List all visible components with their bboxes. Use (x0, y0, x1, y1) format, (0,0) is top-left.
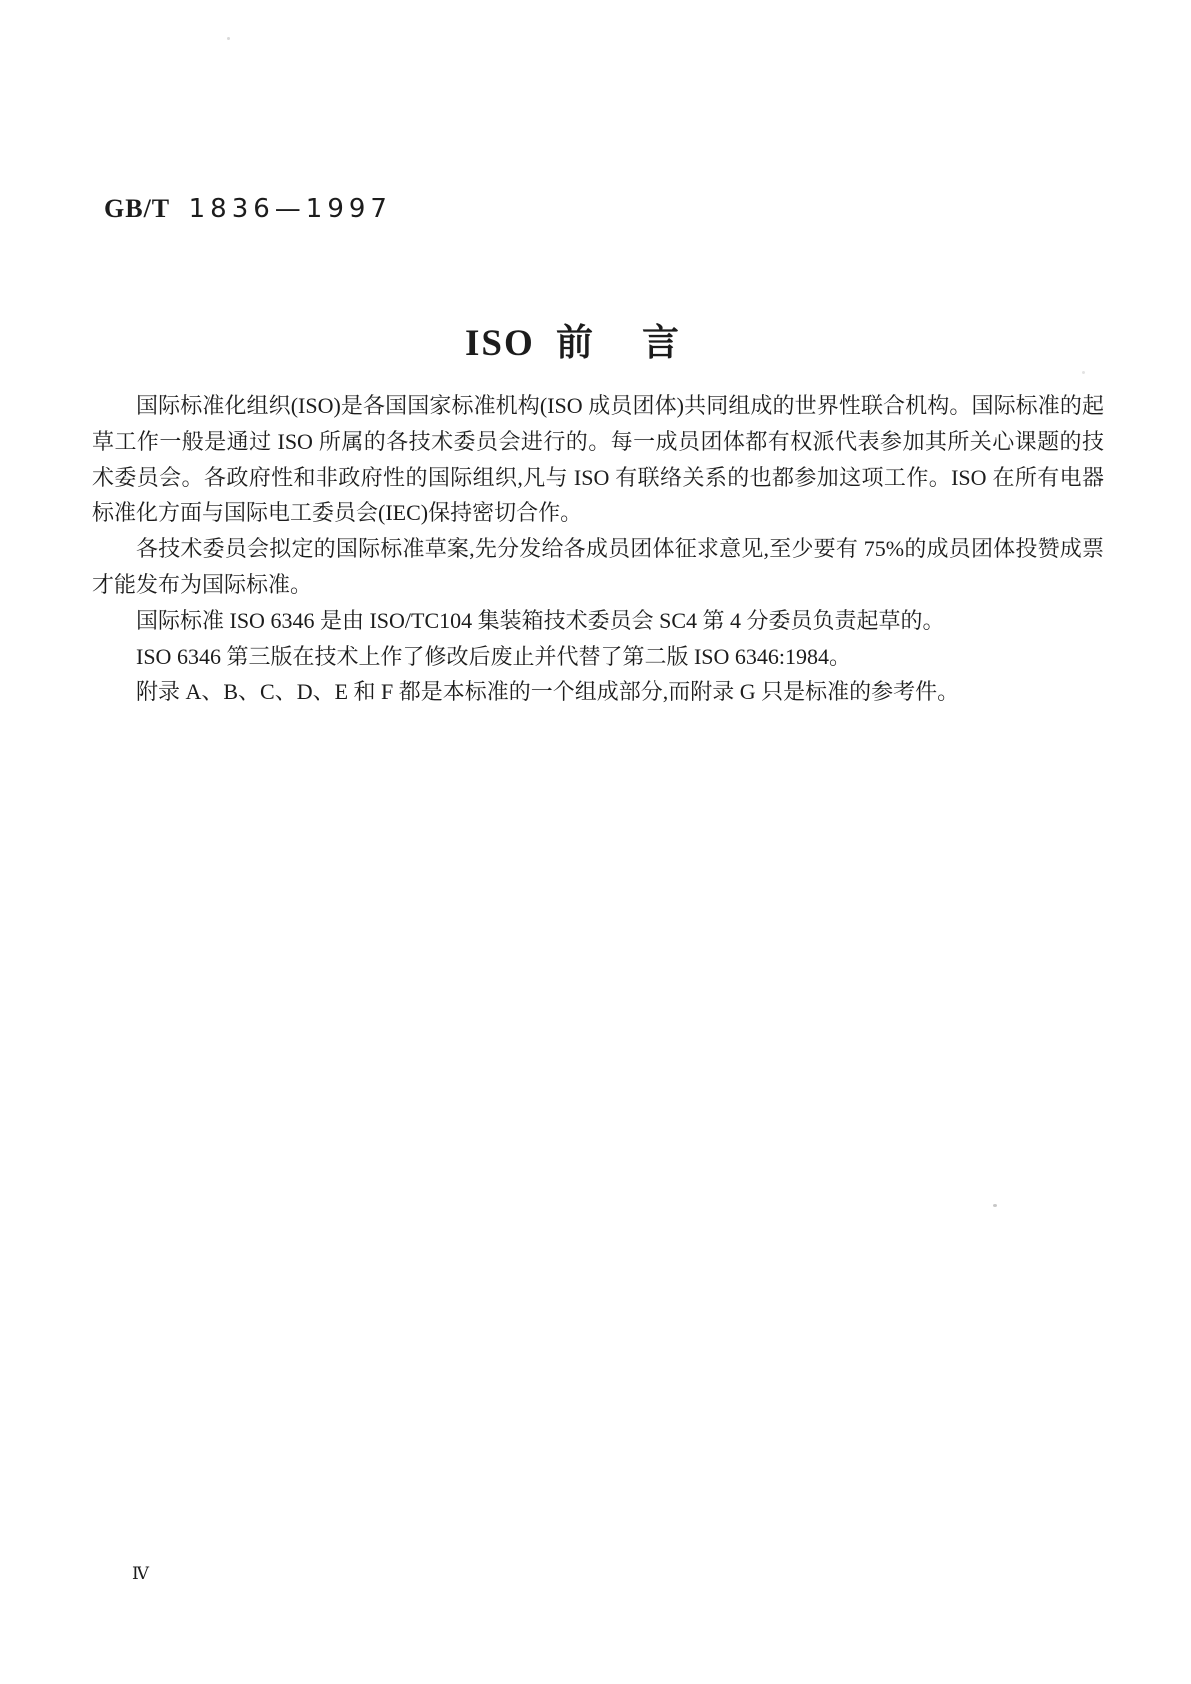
foreword-paragraph-1: 国际标准化组织(ISO)是各国国家标准机构(ISO 成员团体)共同组成的世界性联合机构。国际标准的起草工作一般是通过 ISO 所属的各技术委员会进行的。每一成员团体都有权派代表参加其所关心课题的技术委员会。各政府性和非政府性的国际组织,凡与 ISO 有联络关系的也都参加这项工作。ISO 在所有电器标准化方面与国际电工委员会(IEC)保持密切合作。 (92, 393, 1104, 526)
page-title-iso: ISO (464, 323, 535, 364)
foreword-content (92, 388, 1104, 710)
page-title (0, 312, 1150, 366)
foreword-paragraph-5: 附录 A、B、C、D、E 和 F 都是本标准的一个组成部分,而附录 G 只是标准的参考件。 (136, 679, 960, 705)
scan-speck (227, 37, 230, 40)
page-number: Ⅳ (132, 1564, 149, 1583)
standard-code-prefix: GB/T (104, 194, 171, 223)
standard-code (104, 194, 392, 224)
foreword-paragraph-4: ISO 6346 第三版在技术上作了修改后废止并代替了第二版 ISO 6346:1984。 (136, 643, 852, 669)
foreword-paragraph-3: 国际标准 ISO 6346 是由 ISO/TC104 集装箱技术委员会 SC4 第 4 分委员负责起草的。 (136, 607, 945, 633)
page-title-foreword: 前 言 (556, 323, 685, 364)
standard-code-number: 1836—1997 (188, 194, 392, 224)
foreword-paragraph-2: 各技术委员会拟定的国际标准草案,先分发给各成员团体征求意见,至少要有 75%的成员团体投赞成票才能发布为国际标准。 (92, 536, 1104, 597)
scan-speck (993, 1204, 997, 1207)
scan-speck (1082, 371, 1085, 374)
